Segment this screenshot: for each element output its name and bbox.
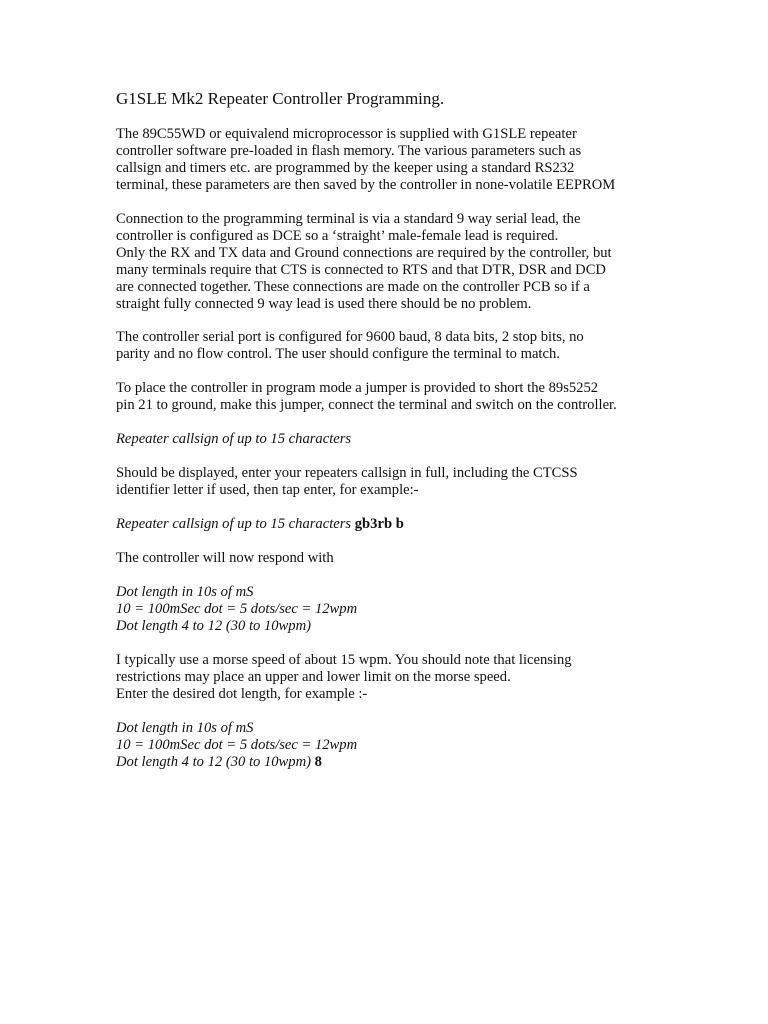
text-line: controller is configured as DCE so a ‘straight’ male-female lead is required. <box>116 228 559 244</box>
dot-length-prompt <box>116 584 676 635</box>
text-line: terminal, these parameters are then saved by the controller in none-volatile EEPROM <box>116 177 616 193</box>
text-line: controller software pre-loaded in flash memory. The various parameters such as <box>116 143 582 159</box>
callsign-example <box>116 516 676 533</box>
text-line: Connection to the programming terminal is via a standard 9 way serial lead, the <box>116 211 581 227</box>
text-line: I typically use a morse speed of about 15 wpm. You should note that licensing <box>116 652 572 668</box>
callsign-instruction-paragraph <box>116 465 676 499</box>
text-line: The controller serial port is configured for 9600 baud, 8 data bits, 2 stop bits, no <box>116 329 584 345</box>
prompt-line: Dot length in 10s of mS <box>116 720 254 736</box>
text-line: The controller will now respond with <box>116 550 334 566</box>
text-line: restrictions may place an upper and lower limit on the morse speed. <box>116 669 511 685</box>
prompt-line: Dot length 4 to 12 (30 to 10wpm) <box>116 618 311 634</box>
serial-config-paragraph <box>116 329 676 363</box>
connection-paragraph <box>116 211 676 313</box>
prompt-line: 10 = 100mSec dot = 5 dots/sec = 12wpm <box>116 601 358 617</box>
text-line: To place the controller in program mode a jumper is provided to short the 89s5252 <box>116 380 599 396</box>
text-line: Only the RX and TX data and Ground connections are required by the controller, but <box>116 245 612 261</box>
document-title: G1SLE Mk2 Repeater Controller Programming. <box>116 89 445 108</box>
text-line: are connected together. These connections are made on the controller PCB so if a <box>116 279 590 295</box>
callsign-prompt <box>116 431 676 448</box>
prompt-text: Repeater callsign of up to 15 characters <box>116 516 352 532</box>
prompt-line: Repeater callsign of up to 15 characters <box>116 431 352 447</box>
text-line: Enter the desired dot length, for example :- <box>116 686 368 702</box>
text-line: pin 21 to ground, make this jumper, connect the terminal and switch on the controller. <box>116 397 617 413</box>
intro-paragraph <box>116 126 676 194</box>
text-line: parity and no flow control. The user should configure the terminal to match. <box>116 346 560 362</box>
prompt-line <box>116 754 676 771</box>
text-line: callsign and timers etc. are programmed by the keeper using a standard RS232 <box>116 160 575 176</box>
prompt-line: Dot length in 10s of mS <box>116 584 254 600</box>
prompt-line <box>116 516 676 533</box>
prompt-line: 10 = 100mSec dot = 5 dots/sec = 12wpm <box>116 737 358 753</box>
example-input: gb3rb b <box>354 516 404 532</box>
text-line: many terminals require that CTS is connected to RTS and that DTR, DSR and DCD <box>116 262 606 278</box>
text-line: straight fully connected 9 way lead is used there should be no problem. <box>116 296 532 312</box>
program-mode-paragraph <box>116 380 676 414</box>
prompt-text: Dot length 4 to 12 (30 to 10wpm) <box>116 754 311 770</box>
example-input: 8 <box>314 754 322 770</box>
response-paragraph <box>116 550 676 567</box>
text-line: The 89C55WD or equivalend microprocessor is supplied with G1SLE repeater <box>116 126 577 142</box>
dot-length-example <box>116 720 676 771</box>
text-line: identifier letter if used, then tap enter, for example:- <box>116 482 419 498</box>
morse-speed-paragraph <box>116 652 676 703</box>
text-line: Should be displayed, enter your repeaters callsign in full, including the CTCSS <box>116 465 578 481</box>
